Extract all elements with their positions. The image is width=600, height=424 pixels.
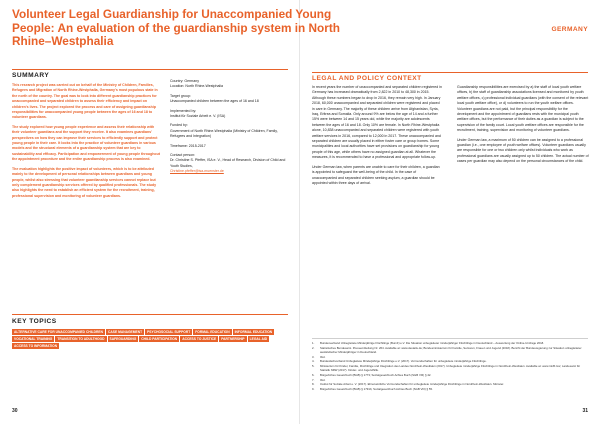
footnote: [312, 359, 588, 363]
footnote: [312, 341, 588, 345]
key-topic-tag: ACCESS TO JUSTICE: [182, 337, 217, 341]
legal-context-heading: LEGAL AND POLICY CONTEXT: [312, 75, 422, 82]
footnote-text: Bürgerliches Gesetzbuch (BGB) § 1791b; Sozialgesetzbuch Achtes Buch (SGB VIII) § 55.: [320, 387, 433, 392]
footnotes-divider: [312, 338, 588, 339]
footnote-text: Ministerium für Kinder, Familie, Flüchtlinge und Integration des Landes Nordrhein-Westfalen (2017). Unbegleitete minderjährige Flüchtlinge in Nordrhein-Westfalen. Available at: www.mkffi.nrw; Landesamt für Statistik NRW (2017). Kinder- und Jugendhilfe.: [320, 364, 581, 373]
footnote: [312, 364, 588, 372]
context-paragraph: Under German law, a maximum of 50 children can be assigned to a professional guardian (i.e., one employee of youth welfare offices). Volunteer guardians usually are responsible for one or two children only whilst individuals who work as professional guardians are usually assigned up to 50 children. The actual number of cases per guardian may also depend on the personal circumstances of the child.: [457, 137, 589, 164]
key-topic-tag: ALTERNATIVE CARE FOR UNACCOMPANIED CHILDREN: [14, 330, 104, 334]
summary-paragraph: This research project was carried out on behalf of the Ministry of Children, Families, Refugees and Migration of North Rhine-Westphalia, Germany's most populous state in the north of the country. The goal was to look into different guardianship practices for unaccompanied and separated children to assess their efficiency and impact on children's lives. The project explored the process and care of assigning guardianship responsibilities for unaccompanied young people between the ages of 16 and 18 to volunteer guardians.: [12, 83, 158, 120]
footnote: [312, 373, 588, 377]
footnote: [312, 382, 588, 386]
context-divider: [312, 72, 588, 73]
meta-country: Country: Germany Location: North Rhine-Westphalia: [170, 79, 223, 89]
footnote-number: 8.: [312, 382, 315, 387]
key-topic-tag: CASE MANAGEMENT: [108, 330, 143, 334]
footnote-text: Ibid.: [320, 377, 326, 382]
footnote-number: 9.: [312, 387, 315, 392]
context-paragraph: Guardianship responsibilities are exercised by a) the staff of local youth welfare offices, b) the staff of guardianship associations licensed and monitored by youth welfare offices, c) professional individual guardians (with the consent of the relevant local youth welfare office), or d) volunteers to run the youth welfare offices. Volunteer guardians are not paid, but the principal responsibility for the development and the appointment of guardians rests with the municipal youth welfare offices, but the performance of their duties as a guardian is subject to the supervision of the family court. Local youth welfare offices are responsible for the recruitment, training, supervision and monitoring of volunteer guardians.: [457, 85, 589, 133]
context-paragraph: Under German law, when parents are unable to care for their children, a guardian is appointed to safeguard the well-being of the child. In the case of unaccompanied and separated children seeking asylum, a guardian should be appointed within three days of arrival.: [312, 164, 440, 185]
page-number-left: 30: [12, 408, 18, 414]
footnote-number: 2.: [312, 345, 315, 350]
meta-contact-text: Contact person: Dr. Christine S. Pfeffer, ISA e. V., Head of Research, Division of Child and Youth Studies,: [170, 153, 286, 168]
meta-funded-by: Funded by: Government of North Rhine-Westphalia (Ministry of Children, Family, Refugees and Integration): [170, 123, 278, 139]
page-number-right: 31: [582, 408, 588, 414]
key-topics-heading: KEY TOPICS: [12, 318, 57, 325]
key-topic-tag: PSYCHOSOCIAL SUPPORT: [147, 330, 191, 334]
key-topic-tag: TRANSITION TO ADULTHOOD: [57, 337, 105, 341]
footnote-number: 3.: [312, 354, 315, 359]
footnote-number: 1.: [312, 341, 315, 345]
footnote-number: 4.: [312, 359, 315, 364]
context-column-1: [312, 85, 442, 190]
summary-paragraph: The evaluation highlights the positive impact of volunteers, which is to be attributed mainly to the development of personal relationships between guardians and young people, whilst also stressing that volunteer guardianship services cannot replace but only complement guardianship services offered by qualified professionals. The study also highlights the need to establish an efficient system for the recruitment, training, professional supervision and monitoring of volunteer guardians.: [12, 166, 157, 198]
key-topic-tag: ACCESS TO INFORMATION: [14, 344, 58, 348]
footnote-text: Bundesverband Unbegleitete Minderjährige Flüchtlinge (BumF) e.V. Die Situation unbegleiteter minderjähriger Flüchtlinge in Deutschland – Auswertung der Online-Umfrage 2018.: [320, 341, 545, 345]
key-topic-tag: VOCATIONAL TRAINING: [14, 337, 53, 341]
key-topics-divider: [12, 314, 288, 315]
key-topic-tag: CHILD PARTICIPATION: [141, 337, 178, 341]
meta-contact: [170, 153, 290, 175]
summary-section: [12, 72, 162, 203]
project-metadata: [170, 79, 290, 179]
key-topics-section: [12, 318, 292, 349]
footnote: [312, 378, 588, 382]
footnote-number: 7.: [312, 377, 315, 382]
key-topic-tag: PARTNERSHIP: [221, 337, 245, 341]
key-topics-list: [12, 329, 287, 349]
contact-email-link[interactable]: Christine.pfeffer@isa-muenster.de: [170, 169, 224, 174]
meta-timeframe: Timeframe: 2015-2017: [170, 143, 206, 148]
footnote-text: Ibid.: [320, 354, 326, 359]
summary-heading: SUMMARY: [12, 72, 50, 79]
key-topic-tag: SAFEGUARDING: [109, 337, 137, 341]
key-topic-tag: FORMAL EDUCATION: [195, 330, 230, 334]
footnote-number: 5.: [312, 364, 315, 369]
country-label: GERMANY: [551, 26, 588, 33]
footnote: [312, 355, 588, 359]
context-column-2: [457, 85, 589, 169]
page-gutter: [299, 0, 300, 424]
key-topic-tag: INFORMAL EDUCATION: [234, 330, 273, 334]
meta-implemented-by: Implemented by: Institut für Soziale Arbeit e. V. (ISA): [170, 108, 226, 119]
document-title: Volunteer Legal Guardianship for Unaccompanied Young People: An evaluation of the guardianship system in North Rhine–Westphalia: [12, 7, 340, 48]
footnote-number: 6.: [312, 372, 315, 377]
footnote-text: Institut für Soziale Arbeit e. V. (2017). Ehrenamtliche Vormundschaften für unbegleitete minderjährige Flüchtlinge in Nordrhein-Westfalen. Münster.: [320, 382, 504, 387]
footnote-text: Bürgerliches Gesetzbuch (BGB) § 1773; Sozialgesetzbuch Achtes Buch (SGB VIII) § 42.: [320, 372, 432, 377]
footnote-text: Statistisches Bundesamt. Pressemitteilung Nr. 264. Available at: www.destatis.de; Bundesministerium für Familie, Senioren, Frauen und Jugend (2018). Bericht der Bundesregierung zur Situation unbegleiteter ausländischer Minderjähriger in Deutschland.: [320, 345, 582, 354]
footnote: [312, 346, 588, 354]
footnote-text: Bundesfachverband Unbegleitete Minderjährige Flüchtlinge e.V. (2017). Vormundschaften für unbegleitete minderjährige Flüchtlinge.: [320, 359, 487, 364]
footnote: [312, 387, 588, 391]
title-divider: [12, 69, 288, 70]
context-paragraph: In recent years the number of unaccompanied and separated children registered in Germany has increased dramatically from 2,822 in 2010 to 48,300 in 2015. Although these numbers began to drop in 2016, they remain very high. In January 2018, 60,000 unaccompanied and separated children were registered and placed in care in Germany. The majority of these children arrive from Afghanistan, Syria, Iraq, Eritrea and Somalia. Only around 9% are below the age of 14 and a further 15% were between 14 and 15 years old, while the majority are adolescents between the ages of 16 and 18. Only 10% are female. In North Rhine-Westphalia alone, 10,838 unaccompanied and separated children were registered with youth welfare services in 2016, compared to 12,000 in 2017. These unaccompanied and separated children are usually placed in either foster care or group homes. Some municipalities and local authorities have set provisions on guardianship for young people of this age, while others have no assigned guardian at all. Whatever the measures, it is recommended to have a professional and appropriate follow-up.: [312, 85, 442, 160]
footnotes: [312, 341, 588, 392]
summary-paragraph: The study explored how young people experience and assess their relationship with their volunteer guardians and the support they receive. It also examines guardians' perspectives on how they can improve their services to efficiently support and protect young people in their care. It looks into the practice of volunteer guardians in various models and the structural elements of a guardianship system that are key to sustainability and efficacy. Participation and empowerment of young people throughout the appointment procedure and the entire guardianship process is also examined.: [12, 124, 160, 162]
key-topic-tag: LEGAL AID: [249, 337, 268, 341]
meta-target-group: Target group: Unaccompanied children between the ages of 16 and 18: [170, 93, 259, 104]
